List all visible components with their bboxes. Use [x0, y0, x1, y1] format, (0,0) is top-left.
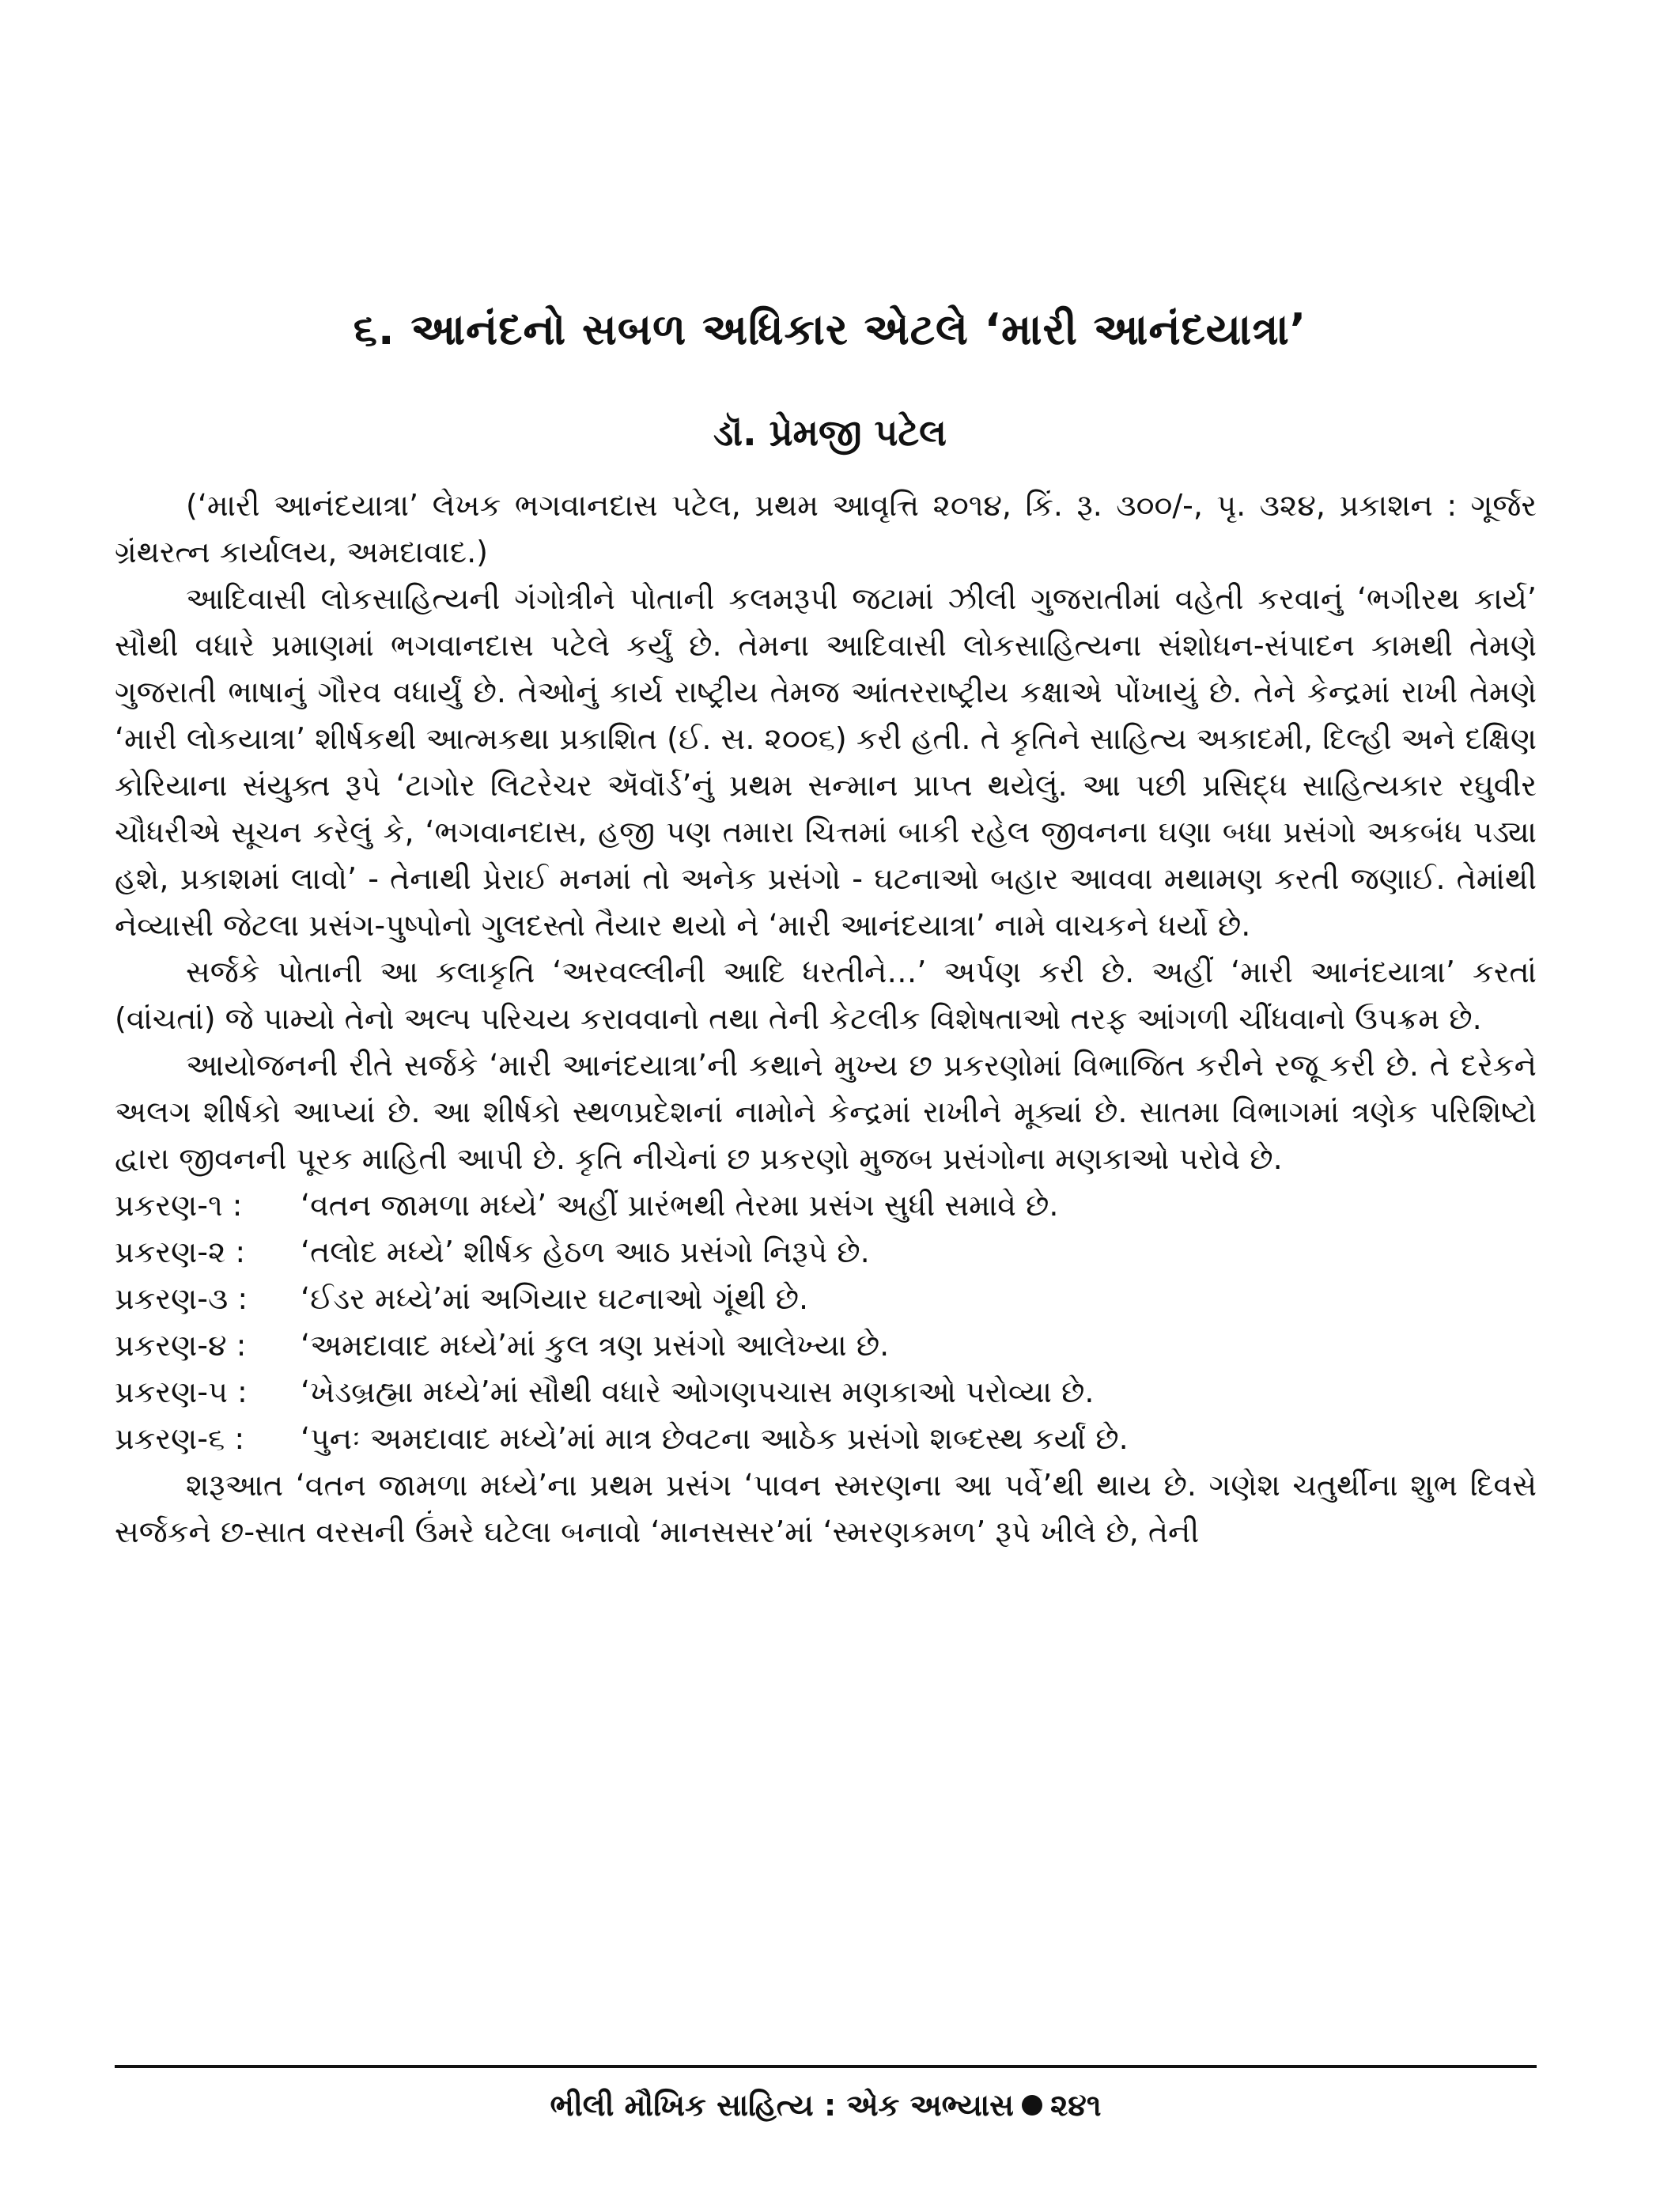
- article-author: ડૉ. પ્રેમજી પટેલ: [713, 411, 947, 454]
- footer-page-number: ૨૪૧: [1049, 2088, 1102, 2123]
- footer-book-title: ભીલી મૌખિક સાહિત્ય : એક અભ્યાસ: [550, 2088, 1014, 2123]
- chapter-description: ‘તલોદ મધ્યે’ શીર્ષક હેઠળ આઠ પ્રસંગો નિરૂપે છે.: [301, 1235, 870, 1269]
- chapter-label: પ્રકરણ-૫ :: [115, 1374, 248, 1409]
- article-body: [115, 482, 1537, 1556]
- chapter-label: પ્રકરણ-૪ :: [115, 1328, 247, 1363]
- list-item: [115, 1182, 1537, 1229]
- chapter-description: ‘પુનઃ અમદાવાદ મધ્યે’માં માત્ર છેવટના આઠેક પ્રસંગો શબ્દસ્થ કર્યાં છે.: [301, 1421, 1129, 1456]
- paragraph-dedication: સર્જકે પોતાની આ કલાકૃતિ ‘અરવલ્લીની આદિ ધરતીને…’ અર્પણ કરી છે. અહીં ‘મારી આનંદયાત્રા’ કરતાં (વાંચતાં) જે પામ્યો તેનો અલ્પ પરિચય કરાવવાનો તથા તેની કેટલીક વિશેષતાઓ તરફ આંગળી ચીંધવાનો ઉપક્રમ છે.: [115, 955, 1537, 1036]
- paragraph-structure: આયોજનની રીતે સર્જકે ‘મારી આનંદયાત્રા’ની કથાને મુખ્ય છ પ્રકરણોમાં વિભાજિત કરીને રજૂ કરી છે. તે દરેકને અલગ શીર્ષકો આપ્યાં છે. આ શીર્ષકો સ્થળપ્રદેશનાં નામોને કેન્દ્રમાં રાખીને મૂક્યાં છે. સાતમા વિભાગમાં ત્રણેક પરિશિષ્ટો દ્વારા જીવનની પૂરક માહિતી આપી છે. કૃતિ નીચેનાં છ પ્રકરણો મુજબ પ્રસંગોના મણકાઓ પરોવે છે.: [115, 1048, 1537, 1176]
- list-item: [115, 1369, 1537, 1416]
- chapter-description: ‘અમદાવાદ મધ્યે’માં કુલ ત્રણ પ્રસંગો આલેખ્યા છે.: [301, 1328, 890, 1363]
- chapter-description: ‘ખેડબ્રહ્મા મધ્યે’માં સૌથી વધારે ઓગણપચાસ મણકાઓ પરોવ્યા છે.: [301, 1374, 1095, 1409]
- list-item: [115, 1322, 1537, 1369]
- chapter-label: પ્રકરણ-૩ :: [115, 1281, 248, 1316]
- chapter-label: પ્રકરણ-૬ :: [115, 1421, 245, 1456]
- footer-divider: [115, 2065, 1537, 2068]
- chapter-description: ‘વતન જામળા મધ્યે’ અહીં પ્રારંભથી તેરમા પ્રસંગ સુધી સમાવે છે.: [301, 1188, 1059, 1223]
- filled-circle-icon: [1022, 2095, 1042, 2116]
- list-item: [115, 1276, 1537, 1322]
- list-item: [115, 1229, 1537, 1276]
- chapter-label: પ્રકરણ-૨ :: [115, 1235, 246, 1269]
- paragraph-intro: આદિવાસી લોકસાહિત્યની ગંગોત્રીને પોતાની કલમરૂપી જટામાં ઝીલી ગુજરાતીમાં વહેતી કરવાનું ‘ભગીરથ કાર્ય’ સૌથી વધારે પ્રમાણમાં ભગવાનદાસ પટેલે કર્યું છે. તેમના આદિવાસી લોકસાહિત્યના સંશોધન-સંપાદન કામથી તેમણે ગુજરાતી ભાષાનું ગૌરવ વધાર્યું છે. તેઓનું કાર્ય રાષ્ટ્રીય તેમજ આંતરરાષ્ટ્રીય કક્ષાએ પોંખાયું છે. તેને કેન્દ્રમાં રાખી તેમણે ‘મારી લોકયાત્રા’ શીર્ષકથી આત્મકથા પ્રકાશિત (ઈ. સ. ૨૦૦૬) કરી હતી. તે કૃતિને સાહિત્ય અકાદમી, દિલ્હી અને દક્ષિણ કોરિયાના સંયુક્ત રૂપે ‘ટાગોર લિટરેચર ઍવૉર્ડ’નું પ્રથમ સન્માન પ્રાપ્ત થયેલું. આ પછી પ્રસિદ્ધ સાહિત્યકાર રઘુવીર ચૌધરીએ સૂચન કરેલું કે, ‘ભગવાનદાસ, હજી પણ તમારા ચિત્તમાં બાકી રહેલ જીવનના ઘણા બધા પ્રસંગો અકબંધ પડ્યા હશે, પ્રકાશમાં લાવો’ - તેનાથી પ્રેરાઈ મનમાં તો અનેક પ્રસંગો - ઘટનાઓ બહાર આવવા મથામણ કરતી જણાઈ. તેમાંથી નેવ્યાસી જેટલા પ્રસંગ-પુષ્પોનો ગુલદસ્તો તૈયાર થયો ને ‘મારી આનંદયાત્રા’ નામે વાચકને ધર્યો છે.: [115, 581, 1537, 943]
- paragraph-citation: (‘મારી આનંદયાત્રા’ લેખક ભગવાનદાસ પટેલ, પ્રથમ આવૃત્તિ ૨૦૧૪, કિં. રૂ. ૩૦૦/-, પૃ. ૩૨૪, પ્રકાશન : ગૂર્જર ગ્રંથરત્ન કાર્યાલય, અમદાવાદ.): [115, 488, 1537, 569]
- list-item: [115, 1416, 1537, 1462]
- paragraph-beginning: શરૂઆત ‘વતન જામળા મધ્યે’ના પ્રથમ પ્રસંગ ‘પાવન સ્મરણના આ પર્વે’થી થાય છે. ગણેશ ચતુર્થીના શુભ દિવસે સર્જકને છ-સાત વરસની ઉંમરે ઘટેલા બનાવો ‘માનસસર’માં ‘સ્મરણકમળ’ રૂપે ખીલે છે, તેની: [115, 1468, 1537, 1549]
- page-footer: [115, 2088, 1537, 2123]
- chapter-description: ‘ઈડર મધ્યે’માં અગિયાર ઘટનાઓ ગૂંથી છે.: [301, 1281, 809, 1316]
- chapter-list: [115, 1182, 1537, 1462]
- chapter-label: પ્રકરણ-૧ :: [115, 1188, 243, 1223]
- article-title: ૬. આનંદનો સબળ અધિકાર એટલે ‘મારી આનંદયાત્રા’: [353, 304, 1307, 354]
